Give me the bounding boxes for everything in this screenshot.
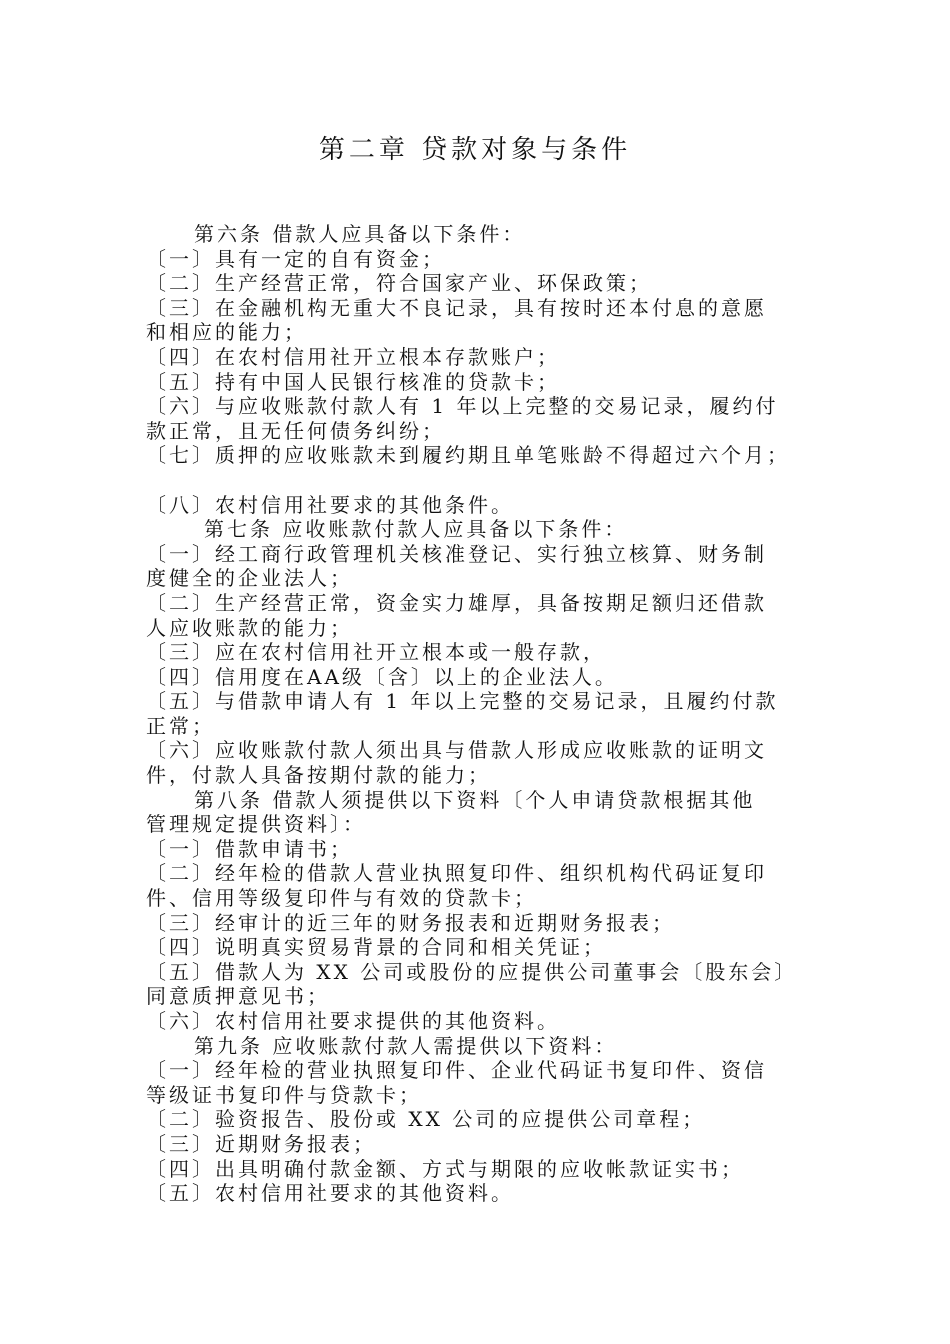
list-item-line: 〔三〕近期财务报表； [146,1131,376,1156]
article-heading-line: 第八条 借款人须提供以下资料〔个人申请贷款根据其他 [194,787,756,812]
list-item-line: 〔二〕验资报告、股份或 XX 公司的应提供公司章程； [146,1107,706,1132]
list-item-line: 〔一〕经年检的营业执照复印件、企业代码证书复印件、资信 [146,1058,767,1083]
list-item-line: 〔四〕说明真实贸易背景的合同和相关凭证； [146,935,606,960]
list-item-line: 〔一〕具有一定的自有资金； [146,246,445,271]
list-item-line: 〔一〕借款申请书； [146,836,353,861]
list-item-line: 〔六〕应收账款付款人须出具与借款人形成应收账款的证明文 [146,738,767,763]
list-item-line: 〔二〕生产经营正常，符合国家产业、环保政策； [146,271,652,296]
continuation-line: 件，付款人具备按期付款的能力； [146,763,491,788]
list-item-line: 〔三〕经审计的近三年的财务报表和近期财务报表； [146,910,675,935]
continuation-line: 同意质押意见书； [146,984,330,1009]
list-item-line: 〔二〕经年检的借款人营业执照复印件、组织机构代码证复印 [146,861,767,886]
list-item-line: 〔五〕农村信用社要求的其他资料。 [146,1181,514,1206]
list-item-line: 〔五〕借款人为 XX 公司或股份的应提供公司董事会〔股东会〕 [146,959,798,984]
continuation-line: 等级证书复印件与贷款卡； [146,1082,422,1107]
list-item-line: 〔四〕出具明确付款金额、方式与期限的应收帐款证实书； [146,1156,744,1181]
article-heading-line: 第九条 应收账款付款人需提供以下资料： [194,1033,618,1058]
list-item-line: 〔四〕在农村信用社开立根本存款账户； [146,344,560,369]
list-item-line: 〔七〕质押的应收账款未到履约期且单笔账龄不得超过六个月； [146,443,790,468]
list-item-line: 〔二〕生产经营正常，资金实力雄厚，具备按期足额归还借款 [146,590,767,615]
article-heading-line: 第六条 借款人应具备以下条件： [194,222,526,246]
list-item-line: 〔八〕农村信用社要求的其他条件。 [146,492,514,517]
continuation-line: 度健全的企业法人； [146,566,353,591]
list-item-line: 〔六〕农村信用社要求提供的其他资料。 [146,1009,560,1033]
continuation-line: 件、信用等级复印件与有效的贷款卡； [146,886,537,911]
list-item-line: 〔六〕与应收账款付款人有 1 年以上完整的交易记录，履约付 [146,394,779,419]
continuation-line: 人应收账款的能力； [146,615,353,640]
list-item-line: 〔三〕应在农村信用社开立根本或一般存款， [146,640,606,665]
document-body [146,222,826,1206]
chapter-title: 第二章 贷款对象与条件 [318,135,632,165]
list-item-line: 〔三〕在金融机构无重大不良记录，具有按时还本付息的意愿 [146,295,767,320]
article-heading-line: 第七条 应收账款付款人应具备以下条件： [204,517,628,542]
list-item-line: 〔四〕信用度在AA级〔含〕以上的企业法人。 [146,664,618,689]
blank-line [146,468,826,493]
continuation-line: 款正常，且无任何债务纠纷； [146,418,445,443]
continuation-line: 和相应的能力； [146,320,307,345]
list-item-line: 〔五〕持有中国人民银行核准的贷款卡； [146,369,560,394]
list-item-line: 〔五〕与借款申请人有 1 年以上完整的交易记录，且履约付款 [146,689,779,714]
continuation-line: 管理规定提供资料〕： [146,812,366,837]
continuation-line: 正常； [146,713,215,738]
list-item-line: 〔一〕经工商行政管理机关核准登记、实行独立核算、财务制 [146,541,767,566]
